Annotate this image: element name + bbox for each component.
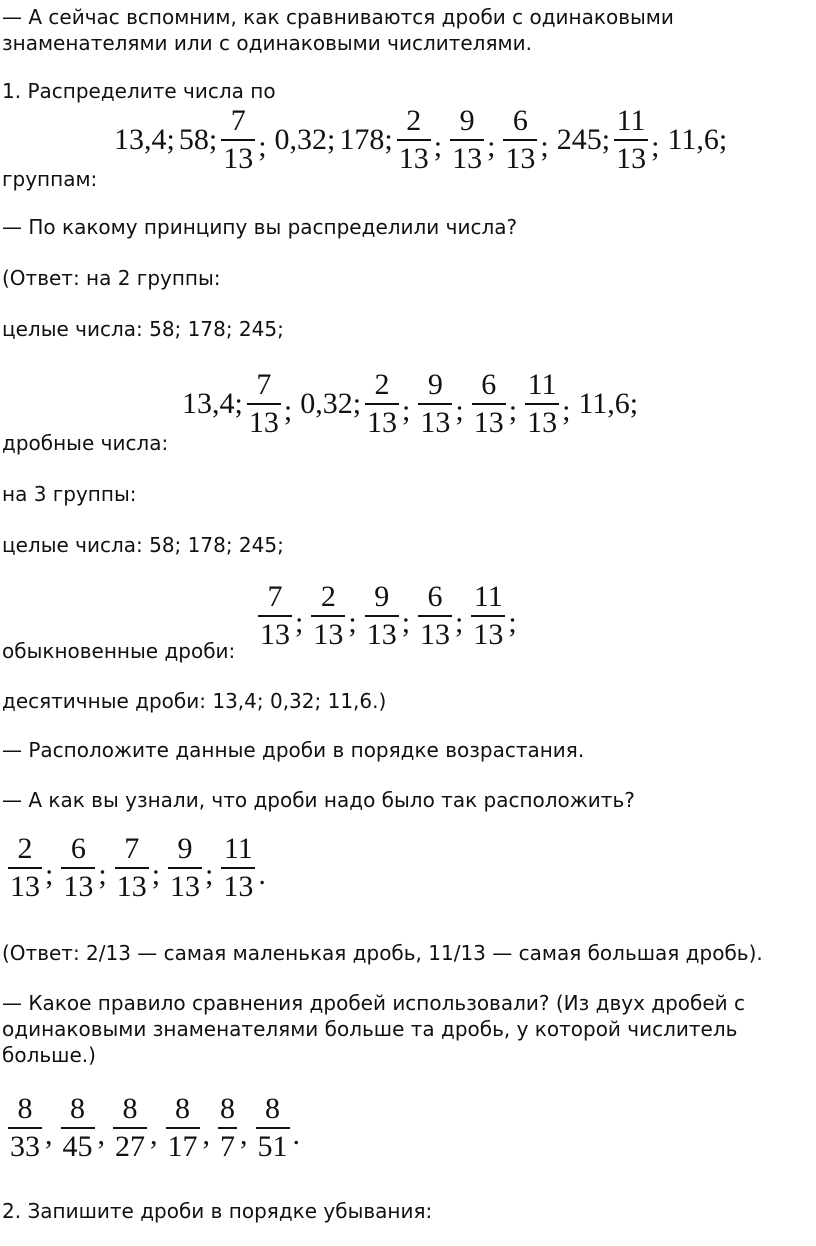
fraction-separator: , <box>45 1118 53 1151</box>
fraction <box>8 834 42 902</box>
fraction-separator: ; <box>205 858 214 891</box>
fraction-item <box>254 1094 307 1162</box>
fraction <box>311 582 345 650</box>
common-fractions-label: обыкновенные дроби: <box>2 639 236 663</box>
fraction-numerator: 7 <box>124 832 140 865</box>
fraction-separator: , <box>202 1118 210 1151</box>
fraction-numerator: 9 <box>459 104 475 137</box>
fraction-item <box>501 106 554 174</box>
fraction-numerator: 7 <box>230 104 246 137</box>
fraction-separator: ; <box>540 130 549 163</box>
fraction-denominator: 13 <box>311 615 345 650</box>
fraction-denominator: 45 <box>61 1127 95 1162</box>
fraction-denominator: 33 <box>8 1127 42 1162</box>
fraction-numerator: 9 <box>427 368 443 401</box>
fraction <box>503 106 537 174</box>
fraction <box>218 1094 237 1162</box>
fraction-numerator: 8 <box>220 1092 235 1125</box>
fraction-item <box>612 106 665 174</box>
fraction-denominator: 13 <box>503 139 537 174</box>
fraction-numerator: 6 <box>512 104 528 137</box>
whole-numbers-line-2: целые числа: 58; 178; 245; <box>2 533 284 557</box>
fraction <box>256 1094 290 1162</box>
fraction-separator: ; <box>433 130 443 163</box>
fraction-denominator: 13 <box>471 615 505 650</box>
fraction-separator: ; <box>455 606 464 639</box>
fraction-denominator: 13 <box>168 867 202 902</box>
fraction-separator: ; <box>402 394 411 427</box>
fraction-numerator: 9 <box>374 580 390 613</box>
fraction-numerator: 11 <box>527 368 557 401</box>
fraction-denominator: 13 <box>258 615 292 650</box>
fraction-separator: ; <box>283 394 293 427</box>
fraction-item <box>59 834 112 902</box>
fraction-denominator: 13 <box>397 139 431 174</box>
fraction-denominator: 13 <box>418 615 452 650</box>
fraction-denominator: 13 <box>8 867 42 902</box>
fraction-item <box>6 834 59 902</box>
intro-line-2: знаменателями или с одинаковыми числителями. <box>2 31 532 55</box>
fraction-denominator: 13 <box>472 403 506 438</box>
question-principle: — По какому принципу вы распределили числа? <box>2 215 518 239</box>
fraction-denominator: 13 <box>525 403 559 438</box>
fraction-numerator: 7 <box>267 580 283 613</box>
fraction-separator: ; <box>348 606 357 639</box>
fraction <box>472 370 506 438</box>
fraction <box>258 582 292 650</box>
rule-line-2: одинаковыми знаменателями больше та дробь, у которой числитель <box>2 1017 738 1041</box>
fraction-item <box>448 106 501 174</box>
fraction-separator: ; <box>487 130 496 163</box>
fraction-item <box>219 834 272 902</box>
fraction-separator: , <box>240 1118 248 1151</box>
three-groups-line: на 3 группы: <box>2 482 137 506</box>
fraction-item <box>166 834 219 902</box>
formula-fractional-numbers <box>180 370 640 438</box>
number-item: 0,32; <box>274 123 336 156</box>
fraction-item <box>245 370 298 438</box>
number-item: 0,32; <box>300 387 362 420</box>
fraction-separator: ; <box>258 130 267 163</box>
fraction-denominator: 7 <box>218 1127 237 1162</box>
fraction-separator: . <box>292 1118 300 1151</box>
fraction-numerator: 6 <box>70 832 86 865</box>
rule-line-3: больше.) <box>2 1043 96 1067</box>
number-item: 11,6; <box>578 387 639 420</box>
fraction-numerator: 8 <box>175 1092 190 1125</box>
fraction <box>365 582 399 650</box>
fraction-item <box>469 582 522 650</box>
fraction-item <box>395 106 448 174</box>
number-item: 178; <box>339 123 393 156</box>
decimal-fractions-line: десятичные дроби: 13,4; 0,32; 11,6.) <box>2 689 387 713</box>
fraction-numerator: 2 <box>320 580 336 613</box>
fraction-numerator: 8 <box>265 1092 280 1125</box>
fraction-item <box>164 1094 217 1162</box>
fraction-separator: ; <box>45 858 54 891</box>
answer-two-groups: (Ответ: на 2 группы: <box>2 266 221 290</box>
formula-same-numerator <box>6 1094 306 1162</box>
fraction-numerator: 2 <box>374 368 390 401</box>
fraction-denominator: 13 <box>365 403 399 438</box>
fraction-denominator: 13 <box>418 403 452 438</box>
task-1-heading: 1. Распределите числа по <box>2 79 276 103</box>
fraction-separator: . <box>258 858 266 891</box>
fraction-separator: , <box>150 1118 158 1151</box>
fractional-numbers-label: дробные числа: <box>2 431 169 455</box>
fraction-numerator: 2 <box>406 104 422 137</box>
fraction-item <box>219 106 272 174</box>
fraction <box>365 370 399 438</box>
fraction-separator: ; <box>562 394 571 427</box>
fraction-denominator: 13 <box>115 867 149 902</box>
fraction-denominator: 13 <box>614 139 648 174</box>
fraction <box>221 834 255 902</box>
number-item: 13,4; <box>114 123 175 156</box>
fraction <box>614 106 648 174</box>
whole-numbers-line-1: целые числа: 58; 178; 245; <box>2 317 284 341</box>
formula-common-fractions <box>256 582 523 650</box>
rule-line-1: — Какое правило сравнения дробей использовали? (Из двух дробей с <box>2 991 746 1015</box>
fraction-numerator: 8 <box>17 1092 33 1125</box>
fraction <box>471 582 505 650</box>
fraction <box>166 1094 200 1162</box>
fraction-denominator: 13 <box>450 139 484 174</box>
fraction-denominator: 13 <box>365 615 399 650</box>
fraction-item <box>470 370 523 438</box>
groups-label: группам: <box>2 167 98 191</box>
number-item: 13,4; <box>182 387 243 420</box>
fraction-separator: ; <box>151 858 161 891</box>
fraction-numerator: 11 <box>473 580 503 613</box>
fraction-separator: ; <box>651 130 660 163</box>
task-2-heading: 2. Запишите дроби в порядке убывания: <box>2 1199 433 1223</box>
fraction-item <box>363 370 416 438</box>
fraction <box>61 1094 95 1162</box>
fraction-separator: ; <box>295 606 304 639</box>
fraction-item <box>416 370 469 438</box>
fraction <box>247 370 281 438</box>
fraction <box>115 834 149 902</box>
fraction-numerator: 8 <box>70 1092 85 1125</box>
number-item: 11,6; <box>667 123 728 156</box>
fraction-separator: ; <box>508 394 518 427</box>
fraction-item <box>216 1094 254 1162</box>
fraction-separator: ; <box>455 394 464 427</box>
fraction-denominator: 51 <box>256 1127 290 1162</box>
fraction <box>418 582 452 650</box>
fraction-item <box>523 370 576 438</box>
number-item: 58; <box>178 123 218 156</box>
fraction-numerator: 6 <box>481 368 497 401</box>
fraction-numerator: 2 <box>17 832 33 865</box>
how-question: — А как вы узнали, что дроби надо было так расположить? <box>2 788 635 812</box>
answer-smallest-largest: (Ответ: 2/13 — самая маленькая дробь, 11/13 — самая большая дробь). <box>2 941 763 965</box>
fraction-numerator: 6 <box>427 580 443 613</box>
fraction-item <box>416 582 469 650</box>
fraction-item <box>309 582 362 650</box>
fraction <box>450 106 484 174</box>
fraction-item <box>59 1094 112 1162</box>
fraction-denominator: 13 <box>247 403 281 438</box>
fraction <box>221 106 255 174</box>
fraction <box>61 834 95 902</box>
fraction-denominator: 13 <box>221 139 255 174</box>
fraction-item <box>6 1094 59 1162</box>
fraction-item <box>113 834 166 902</box>
fraction-numerator: 9 <box>177 832 193 865</box>
arrange-instruction: — Расположите данные дроби в порядке возрастания. <box>2 738 585 762</box>
fraction-numerator: 7 <box>256 368 272 401</box>
fraction <box>8 1094 42 1162</box>
fraction-item <box>111 1094 164 1162</box>
fraction <box>168 834 202 902</box>
intro-line-1: — А сейчас вспомним, как сравниваются дроби с одинаковыми <box>2 5 674 29</box>
fraction-denominator: 17 <box>166 1127 200 1162</box>
fraction <box>113 1094 147 1162</box>
fraction-item <box>256 582 309 650</box>
number-item: 245; <box>556 123 611 156</box>
fraction-separator: ; <box>508 606 517 639</box>
fraction <box>397 106 431 174</box>
fraction-separator: ; <box>98 858 107 891</box>
fraction <box>525 370 559 438</box>
fraction-numerator: 11 <box>616 104 646 137</box>
fraction <box>418 370 452 438</box>
fraction-denominator: 27 <box>113 1127 147 1162</box>
fraction-denominator: 13 <box>61 867 95 902</box>
fraction-separator: , <box>97 1118 105 1151</box>
fraction-separator: ; <box>401 606 411 639</box>
formula-all-numbers <box>112 106 729 174</box>
fraction-numerator: 8 <box>122 1092 138 1125</box>
fraction-item <box>363 582 416 650</box>
fraction-numerator: 11 <box>223 832 253 865</box>
fraction-denominator: 13 <box>221 867 255 902</box>
formula-ascending-order <box>6 834 272 902</box>
